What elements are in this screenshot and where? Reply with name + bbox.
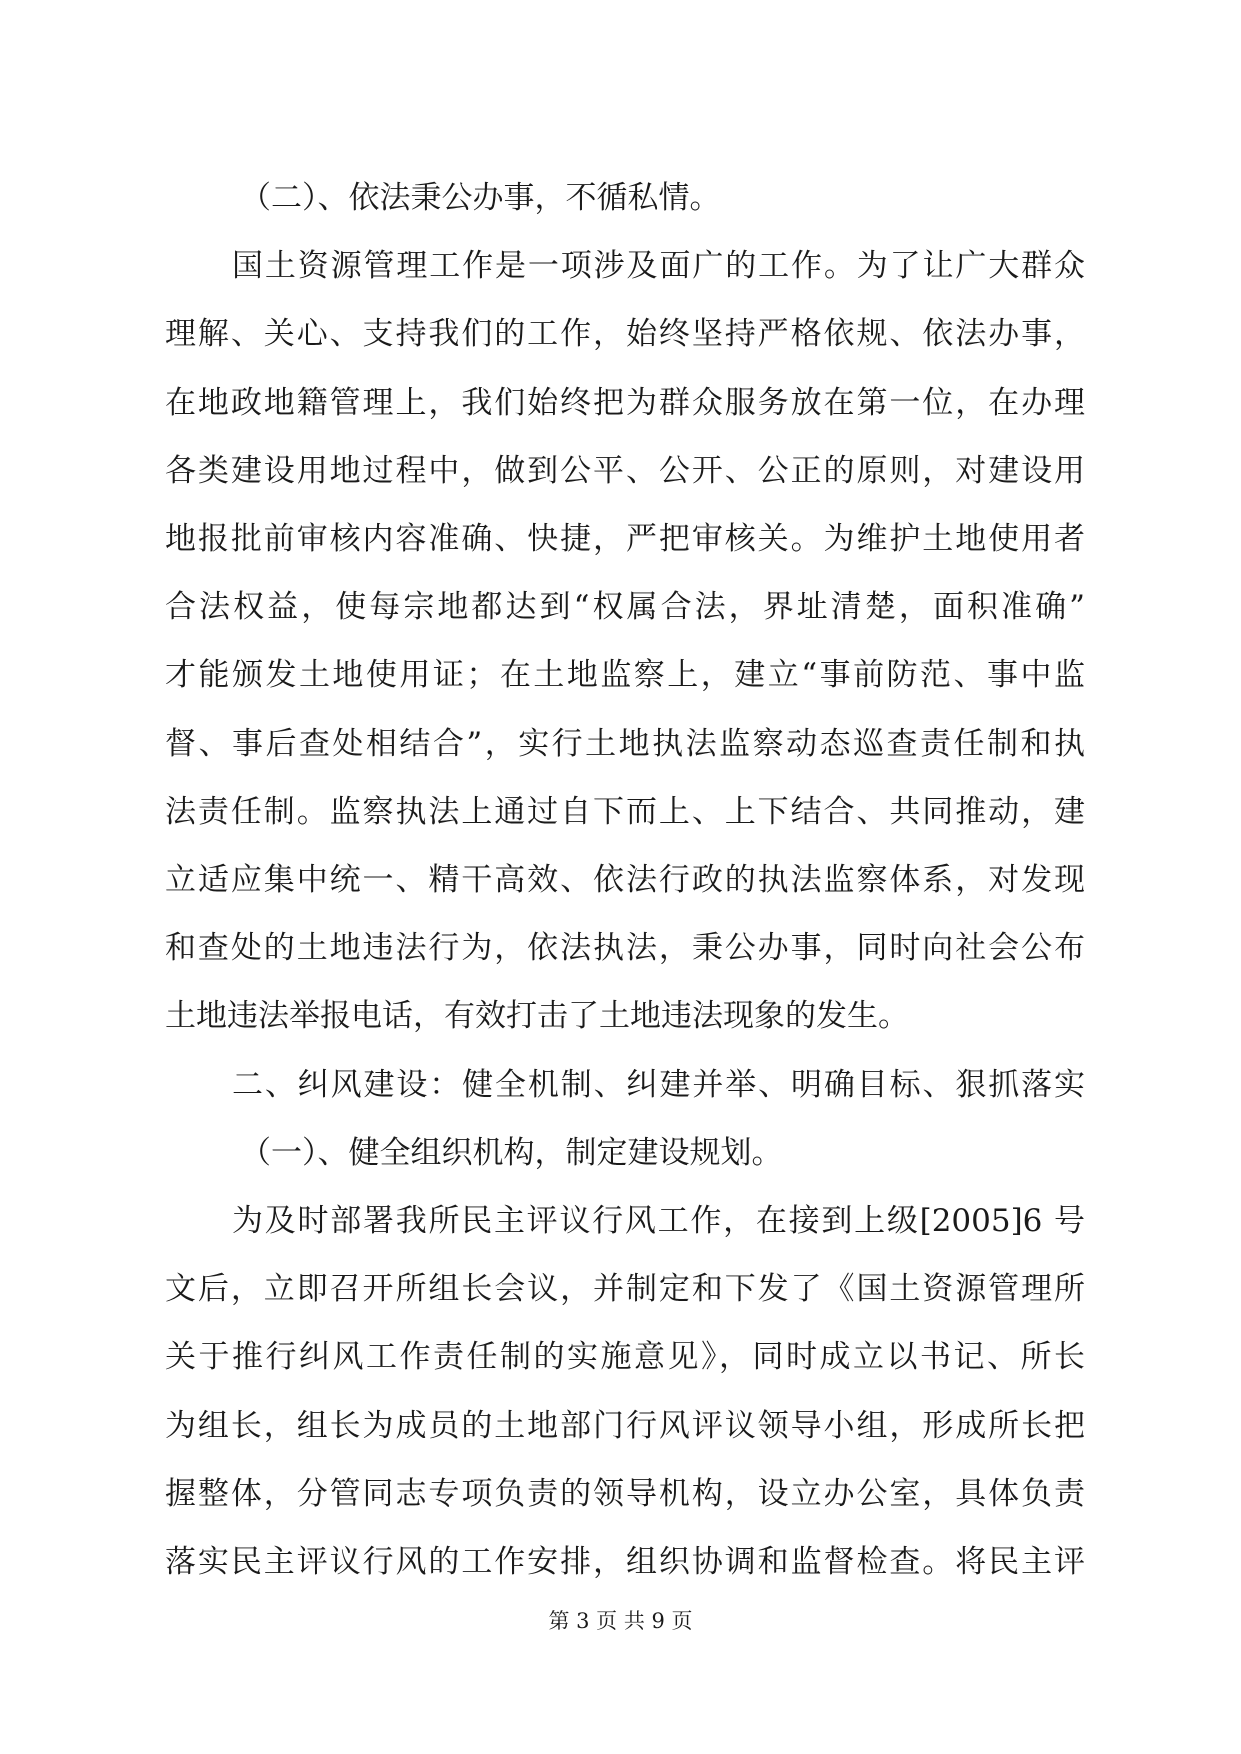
paragraph-line: 各类建设用地过程中，做到公平、公开、公正的原则，对建设用 xyxy=(165,453,1085,489)
paragraph-line: 立适应集中统一、精干高效、依法行政的执法监察体系，对发现 xyxy=(165,862,1085,898)
paragraph-line: 国土资源管理工作是一项涉及面广的工作。为了让广大群众 xyxy=(232,248,1085,284)
paragraph-line: 才能颁发土地使用证；在土地监察上，建立“事前防范、事中监 xyxy=(165,657,1085,693)
page-number-footer: 第 3 页 共 9 页 xyxy=(548,1609,693,1633)
paragraph-line: 和查处的土地违法行为，依法执法，秉公办事，同时向社会公布 xyxy=(165,930,1085,966)
paragraph-line: 法责任制。监察执法上通过自下而上、上下结合、共同推动，建 xyxy=(165,794,1085,830)
paragraph-line: 土地违法举报电话，有效打击了土地违法现象的发生。 xyxy=(165,998,909,1034)
paragraph-line: 关于推行纠风工作责任制的实施意见》，同时成立以书记、所长 xyxy=(165,1339,1085,1375)
paragraph-line: 落实民主评议行风的工作安排，组织协调和监督检查。将民主评 xyxy=(165,1544,1085,1580)
paragraph-line: 在地政地籍管理上，我们始终把为群众服务放在第一位，在办理 xyxy=(165,385,1085,421)
paragraph-line: 督、事后查处相结合”，实行土地执法监察动态巡查责任制和执 xyxy=(165,726,1085,762)
paragraph-line: 为及时部署我所民主评议行风工作，在接到上级[2005]6 号 xyxy=(232,1203,1085,1239)
paragraph-line: 理解、关心、支持我们的工作，始终坚持严格依规、依法办事， xyxy=(165,316,1085,352)
section-heading-1: （一）、健全组织机构，制定建设规划。 xyxy=(240,1135,783,1171)
paragraph-line: 为组长，组长为成员的土地部门行风评议领导小组，形成所长把 xyxy=(165,1408,1085,1444)
paragraph-line: 地报批前审核内容准确、快捷，严把审核关。为维护土地使用者 xyxy=(165,521,1085,557)
section-heading-2: （二）、依法秉公办事，不循私情。 xyxy=(240,180,721,216)
paragraph-line: 合法权益，使每宗地都达到“权属合法，界址清楚，面积准确” xyxy=(165,589,1085,625)
section-heading-main: 二、纠风建设：健全机制、纠建并举、明确目标、狠抓落实 xyxy=(232,1067,1085,1103)
paragraph-line: 握整体，分管同志专项负责的领导机构，设立办公室，具体负责 xyxy=(165,1476,1085,1512)
paragraph-line: 文后，立即召开所组长会议，并制定和下发了《国土资源管理所 xyxy=(165,1271,1085,1307)
